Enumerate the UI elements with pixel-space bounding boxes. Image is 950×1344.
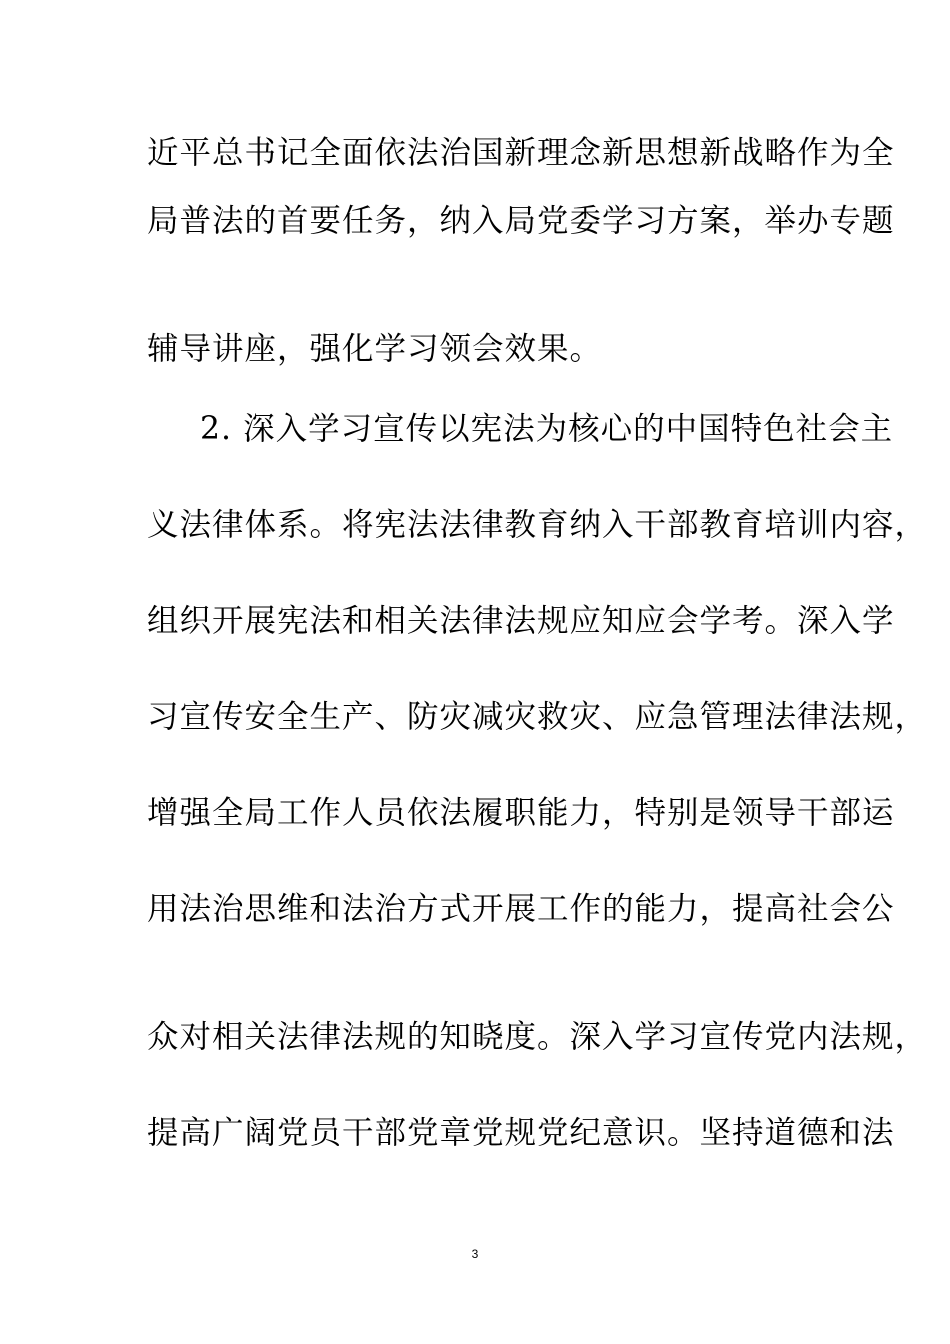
text-line-2: 局普法的首要任务，纳入局党委学习方案，举办专题 [147, 203, 895, 239]
text-line-3: 辅导讲座，强化学习领会效果。 [147, 331, 603, 367]
text-line-10: 众对相关法律法规的知晓度。深入学习宣传党内法规， [147, 1019, 928, 1055]
text-line-5: 义法律体系。将宪法法律教育纳入干部教育培训内容， [147, 507, 928, 543]
text-line-6: 组织开展宪法和相关法律法规应知应会学考。深入学 [147, 603, 895, 639]
text-line-7: 习宣传安全生产、防灾减灾救灾、应急管理法律法规， [147, 699, 928, 735]
text-line-1: 近平总书记全面依法治国新理念新思想新战略作为全 [147, 135, 895, 171]
text-line-9: 用法治思维和法治方式开展工作的能力，提高社会公 [147, 891, 895, 927]
text-line-4: 2. 深入学习宣传以宪法为核心的中国特色社会主 [200, 411, 894, 447]
page-number: 3 [471, 1247, 479, 1261]
text-line-8: 增强全局工作人员依法履职能力，特别是领导干部运 [147, 795, 895, 831]
text-line-11: 提高广阔党员干部党章党规党纪意识。坚持道德和法 [147, 1115, 895, 1151]
